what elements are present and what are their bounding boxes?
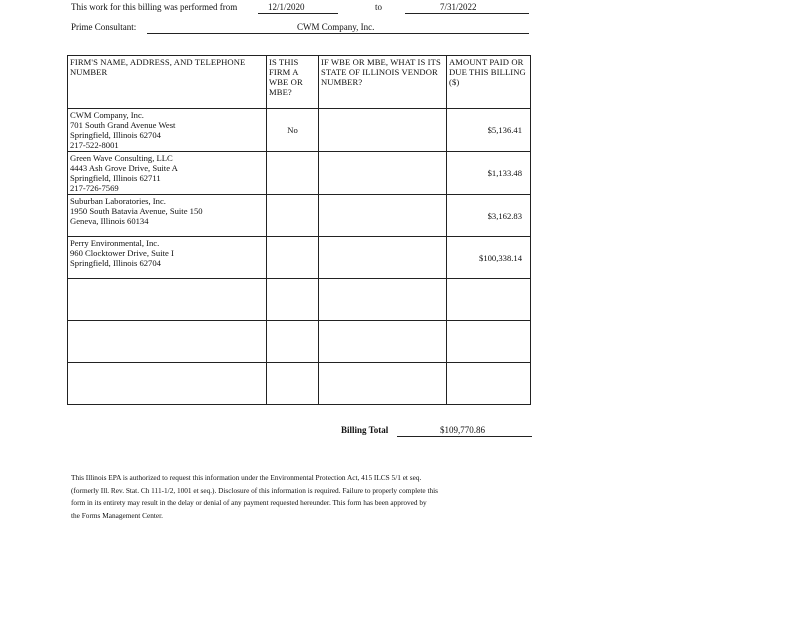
firm-address-line2: Geneva, Illinois 60134 xyxy=(70,216,149,226)
firm-address-line2: Springfield, Illinois 62711 xyxy=(70,173,161,183)
header-wbe-mbe: IS THIS FIRM A WBE OR MBE? xyxy=(267,56,319,109)
firm-name: Suburban Laboratories, Inc. xyxy=(70,196,166,206)
header-firm-name: FIRM'S NAME, ADDRESS, AND TELEPHONE NUMBER xyxy=(68,56,267,109)
firm-address-line1: 701 South Grand Avenue West xyxy=(70,120,176,130)
firm-address-line1: 960 Clocktower Drive, Suite I xyxy=(70,248,174,258)
table-row xyxy=(68,321,531,363)
billing-total-line xyxy=(397,436,532,437)
amount-cell: $3,162.83 xyxy=(447,195,531,237)
firm-address-line1: 4443 Ash Grove Drive, Suite A xyxy=(70,163,178,173)
header-vendor-number: IF WBE OR MBE, WHAT IS ITS STATE OF ILLINOIS VENDOR NUMBER? xyxy=(319,56,447,109)
table-row xyxy=(68,152,531,195)
prime-consultant-value: CWM Company, Inc. xyxy=(297,22,375,32)
firm-address-line2: Springfield, Illinois 62704 xyxy=(70,258,161,268)
wbe-cell xyxy=(267,152,319,195)
wbe-cell xyxy=(267,279,319,321)
vendor-cell xyxy=(319,152,447,195)
wbe-cell xyxy=(267,237,319,279)
billing-total-value: $109,770.86 xyxy=(440,425,485,435)
firm-phone: 217-522-8001 xyxy=(70,140,119,150)
period-to-label: to xyxy=(375,2,383,12)
vendor-cell xyxy=(319,321,447,363)
notice-line: the Forms Management Center. xyxy=(71,510,164,520)
firm-cell xyxy=(68,279,267,321)
amount-cell: $100,338.14 xyxy=(447,237,531,279)
table-row xyxy=(68,237,531,279)
firm-address-line1: 1950 South Batavia Avenue, Suite 150 xyxy=(70,206,203,216)
wbe-cell xyxy=(267,195,319,237)
amount-cell: $1,133.48 xyxy=(447,152,531,195)
notice-line: form in its entirety may result in the delay or denial of any payment requested hereunder. This form has been approved by xyxy=(71,498,427,507)
table-row xyxy=(68,363,531,405)
table-row xyxy=(68,195,531,237)
notice-line: This Illinois EPA is authorized to request this information under the Environmental Protection Act, 415 ILCS 5/1 et seq. xyxy=(71,473,422,482)
vendor-cell xyxy=(319,195,447,237)
firm-cell xyxy=(68,363,267,405)
vendor-cell xyxy=(319,237,447,279)
vendor-cell xyxy=(319,363,447,405)
billing-total-label: Billing Total xyxy=(341,425,389,435)
firm-cell xyxy=(68,152,267,195)
period-start-line xyxy=(258,13,338,14)
prime-consultant-line xyxy=(147,33,529,34)
amount-cell xyxy=(447,279,531,321)
firms-table xyxy=(67,55,531,405)
firm-address-line2: Springfield, Illinois 62704 xyxy=(70,130,161,140)
firm-name: CWM Company, Inc. xyxy=(70,110,144,120)
table-row xyxy=(68,109,531,152)
table-header-row xyxy=(68,56,531,109)
wbe-cell xyxy=(267,363,319,405)
wbe-cell: No xyxy=(267,109,319,152)
firm-name: Perry Environmental, Inc. xyxy=(70,238,160,248)
table-row xyxy=(68,279,531,321)
period-start-value: 12/1/2020 xyxy=(268,2,305,12)
authority-notice xyxy=(71,472,521,522)
period-label: This work for this billing was performed from xyxy=(71,2,238,12)
firm-cell xyxy=(68,109,267,152)
period-end-value: 7/31/2022 xyxy=(440,2,477,12)
vendor-cell xyxy=(319,279,447,321)
period-end-line xyxy=(405,13,529,14)
notice-line: (formerly Ill. Rev. Stat. Ch 111-1/2, 1001 et seq.). Disclosure of this information is required. Failure to properly complete this xyxy=(71,485,438,495)
amount-cell: $5,136.41 xyxy=(447,109,531,152)
firm-name: Green Wave Consulting, LLC xyxy=(70,153,173,163)
firm-phone: 217-726-7569 xyxy=(70,183,119,193)
vendor-cell xyxy=(319,109,447,152)
prime-consultant-label: Prime Consultant: xyxy=(71,22,137,32)
header-amount: AMOUNT PAID OR DUE THIS BILLING ($) xyxy=(447,56,531,109)
firm-cell xyxy=(68,195,267,237)
firm-cell xyxy=(68,321,267,363)
firm-cell xyxy=(68,237,267,279)
amount-cell xyxy=(447,321,531,363)
wbe-cell xyxy=(267,321,319,363)
amount-cell xyxy=(447,363,531,405)
